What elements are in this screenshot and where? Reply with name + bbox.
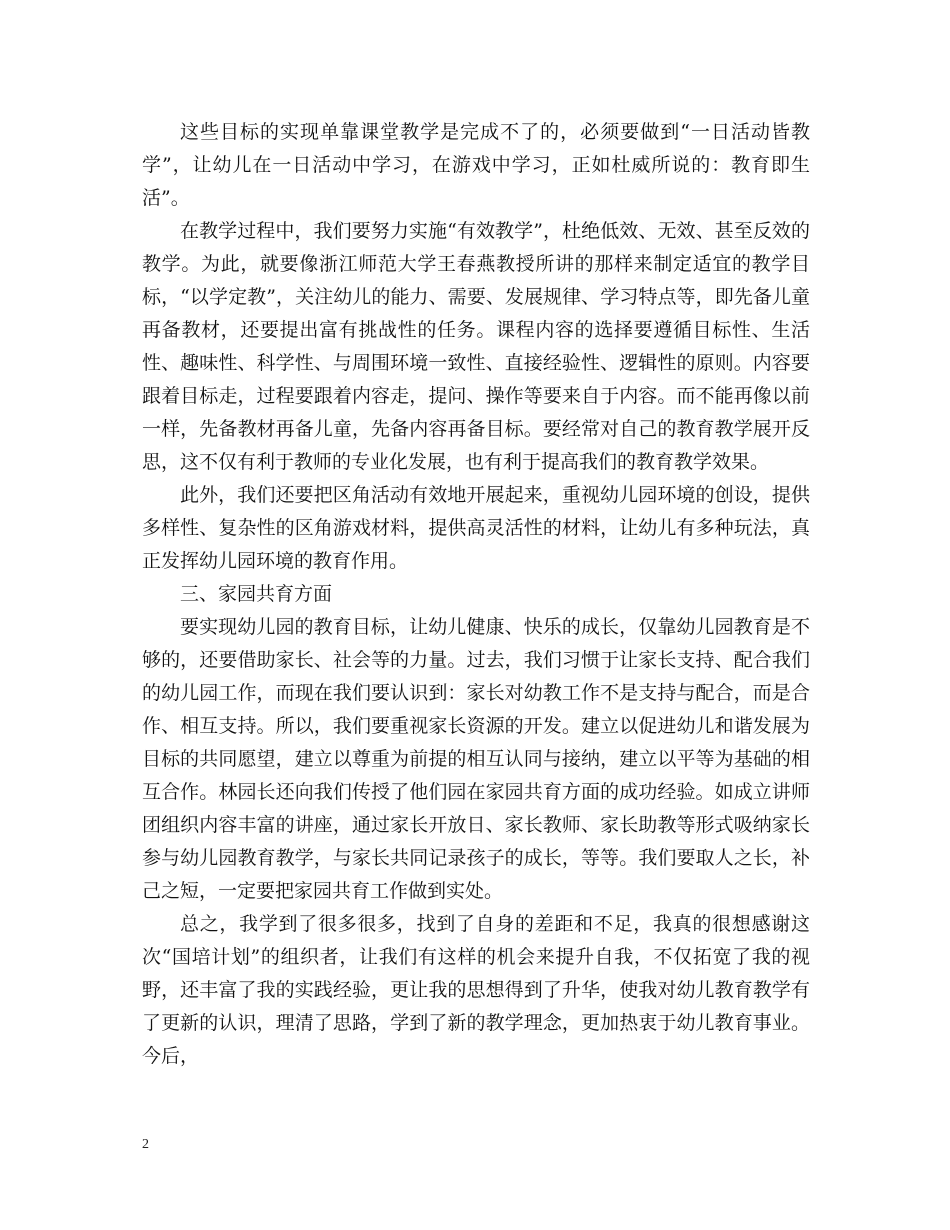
paragraph-conclusion: 总之，我学到了很多很多，找到了自身的差距和不足，我真的很想感谢这次“国培计划”的组织者，让我们有这样的机会来提升自我，不仅拓宽了我的视野，还丰富了我的实践经验，更让我的思想得到了升华，使我对幼儿教育教学有了更新的认识，理清了思路，学到了新的教学理念，更加热衷于幼儿教育事业。今后， <box>142 913 810 1067</box>
section-heading-home-school: 三、家园共育方面 <box>180 583 333 605</box>
page-number: 2 <box>142 1137 149 1152</box>
paragraph-effective-teaching: 在教学过程中，我们要努力实施“有效教学”，杜绝低效、无效、甚至反效的教学。为此，就要像浙江师范大学王春燕教授所讲的那样来制定适宜的教学目标，“以学定教”，关注幼儿的能力、需要、发展规律、学习特点等，即先备儿童再备教材，还要提出富有挑战性的任务。课程内容的选择要遵循目标性、生活性、趣味性、科学性、与周围环境一致性、直接经验性、逻辑性的原则。内容要跟着目标走，过程要跟着内容走，提问、操作等要来自于内容。而不能再像以前一样，先备教材再备儿童，先备内容再备目标。要经常对自己的教育教学展开反思，这不仅有利于教师的专业化发展，也有利于提高我们的教育教学效果。 <box>142 220 810 473</box>
document-body <box>142 116 810 1073</box>
paragraph-corner-activities: 此外，我们还要把区角活动有效地开展起来，重视幼儿园环境的创设，提供多样性、复杂性的区角游戏材料，提供高灵活性的材料，让幼儿有多种玩法，真正发挥幼儿园环境的教育作用。 <box>142 484 810 572</box>
paragraph-activity-teaching: 这些目标的实现单靠课堂教学是完成不了的，必须要做到“一日活动皆教学”，让幼儿在一日活动中学习，在游戏中学习，正如杜威所说的：教育即生活”。 <box>142 121 810 209</box>
paragraph-home-school-cooperation: 要实现幼儿园的教育目标，让幼儿健康、快乐的成长，仅靠幼儿园教育是不够的，还要借助家长、社会等的力量。过去，我们习惯于让家长支持、配合我们的幼儿园工作，而现在我们要认识到：家长对幼教工作不是支持与配合，而是合作、相互支持。所以，我们要重视家长资源的开发。建立以促进幼儿和谐发展为目标的共同愿望，建立以尊重为前提的相互认同与接纳，建立以平等为基础的相互合作。林园长还向我们传授了他们园在家园共育方面的成功经验。如成立讲师团组织内容丰富的讲座，通过家长开放日、家长教师、家长助教等形式吸纳家长参与幼儿园教育教学，与家长共同记录孩子的成长，等等。我们要取人之长，补己之短，一定要把家园共育工作做到实处。 <box>142 616 810 902</box>
